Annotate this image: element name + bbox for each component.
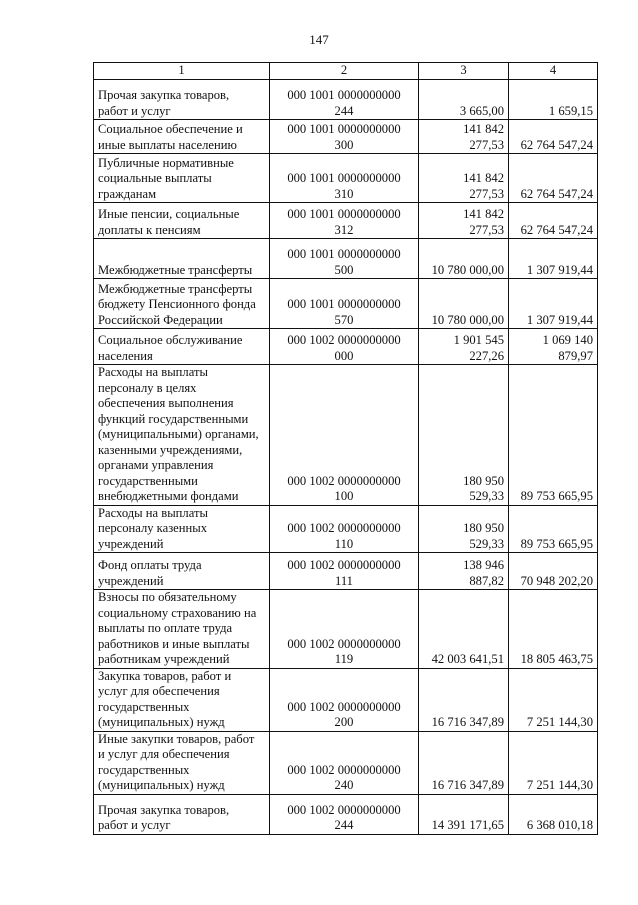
header-col-3: 3: [419, 63, 509, 80]
row-col3: 180 950 529,33: [463, 473, 504, 503]
row-code: 000 1002 0000000000 111: [287, 558, 401, 588]
row-name: Фонд оплаты труда учреждений: [98, 558, 202, 588]
row-name: Расходы на выплаты персоналу казенных учреждений: [98, 505, 208, 551]
header-col-1: 1: [94, 63, 270, 80]
row-col3: 141 842 277,53: [463, 171, 504, 201]
row-name: Взносы по обязательному социальному страхованию на выплаты по оплате труда работников и иные выплаты работникам учреждений: [98, 590, 257, 666]
row-code: 000 1002 0000000000 244: [287, 802, 401, 832]
row-col3: 138 946 887,82: [463, 558, 504, 588]
table-row: [94, 553, 598, 590]
row-col4: 7 251 144,30: [526, 715, 593, 729]
row-name: Иные закупки товаров, работ и услуг для обеспечения государственных (муниципальных) нужд: [98, 731, 255, 792]
table-row: [94, 731, 598, 794]
row-code: 000 1002 0000000000 119: [287, 636, 401, 666]
row-name: Социальное обеспечение и иные выплаты населению: [98, 122, 243, 152]
row-col4: 89 753 665,95: [520, 536, 593, 551]
header-col-2: 2: [270, 63, 419, 80]
budget-table: [93, 62, 598, 835]
row-code: 000 1002 0000000000 200: [287, 699, 401, 729]
row-col4: 62 764 547,24: [520, 137, 593, 152]
row-col4: 89 753 665,95: [520, 489, 593, 503]
row-col3: 141 842 277,53: [463, 207, 504, 237]
row-code: 000 1001 0000000000 570: [287, 297, 401, 327]
row-col4: 1 307 919,44: [526, 262, 593, 277]
row-col3: 14 391 171,65: [431, 818, 504, 832]
table-row: [94, 80, 598, 120]
row-col3: 16 716 347,89: [431, 778, 504, 792]
row-col3: 141 842 277,53: [463, 122, 504, 152]
table-row: [94, 279, 598, 329]
row-col3: 1 901 545 227,26: [453, 333, 504, 363]
row-code: 000 1002 0000000000 000: [287, 333, 401, 363]
row-col3: 10 780 000,00: [431, 312, 504, 327]
row-code: 000 1001 0000000000 312: [287, 207, 401, 237]
row-col4: 1 069 140 879,97: [542, 333, 593, 363]
row-name: Расходы на выплаты персоналу в целях обеспечения выполнения функций государственными (муниципальными) органами, казенными учреждениями, органами управления государственными внебюджетными фондами: [98, 365, 259, 503]
table-row: [94, 505, 598, 553]
row-code: 000 1001 0000000000 310: [287, 171, 401, 201]
row-col4: 1 659,15: [548, 103, 593, 118]
row-name: Социальное обслуживание населения: [98, 333, 243, 363]
row-name: Иные пенсии, социальные доплаты к пенсиям: [98, 207, 240, 237]
header-col-4: 4: [509, 63, 598, 80]
row-col4: 70 948 202,20: [520, 573, 593, 588]
row-name: Межбюджетные трансферты бюджету Пенсионного фонда Российской Федерации: [98, 281, 256, 327]
table-row: [94, 329, 598, 365]
table-row: [94, 365, 598, 506]
table-row: [94, 794, 598, 834]
table-row: [94, 668, 598, 731]
table-row: [94, 120, 598, 154]
row-name: Закупка товаров, работ и услуг для обеспечения государственных (муниципальных) нужд: [98, 668, 232, 729]
page-number: 147: [309, 32, 329, 47]
row-col3: 3 665,00: [459, 103, 504, 118]
row-code: 000 1002 0000000000 100: [287, 473, 401, 503]
row-name: Межбюджетные трансферты: [98, 262, 253, 277]
row-col4: 7 251 144,30: [526, 778, 593, 792]
row-name: Публичные нормативные социальные выплаты гражданам: [98, 155, 234, 201]
row-col4: 6 368 010,18: [526, 818, 593, 832]
row-name: Прочая закупка товаров, работ и услуг: [98, 802, 230, 832]
header-row: [94, 63, 598, 80]
row-col3: 16 716 347,89: [431, 715, 504, 729]
row-code: 000 1001 0000000000 300: [287, 122, 401, 152]
row-col3: 42 003 641,51: [431, 652, 504, 666]
row-col4: 18 805 463,75: [520, 652, 593, 666]
row-code: 000 1002 0000000000 240: [287, 762, 401, 792]
table-row: [94, 203, 598, 239]
row-code: 000 1001 0000000000 244: [287, 88, 401, 118]
row-col4: 62 764 547,24: [520, 222, 593, 237]
table-row: [94, 154, 598, 203]
row-name: Прочая закупка товаров, работ и услуг: [98, 88, 230, 118]
table-row: [94, 590, 598, 669]
row-code: 000 1002 0000000000 110: [287, 521, 401, 551]
row-col4: 1 307 919,44: [526, 312, 593, 327]
row-col3: 180 950 529,33: [463, 521, 504, 551]
table-row: [94, 239, 598, 279]
row-col4: 62 764 547,24: [520, 186, 593, 201]
row-col3: 10 780 000,00: [431, 262, 504, 277]
row-code: 000 1001 0000000000 500: [287, 247, 401, 277]
